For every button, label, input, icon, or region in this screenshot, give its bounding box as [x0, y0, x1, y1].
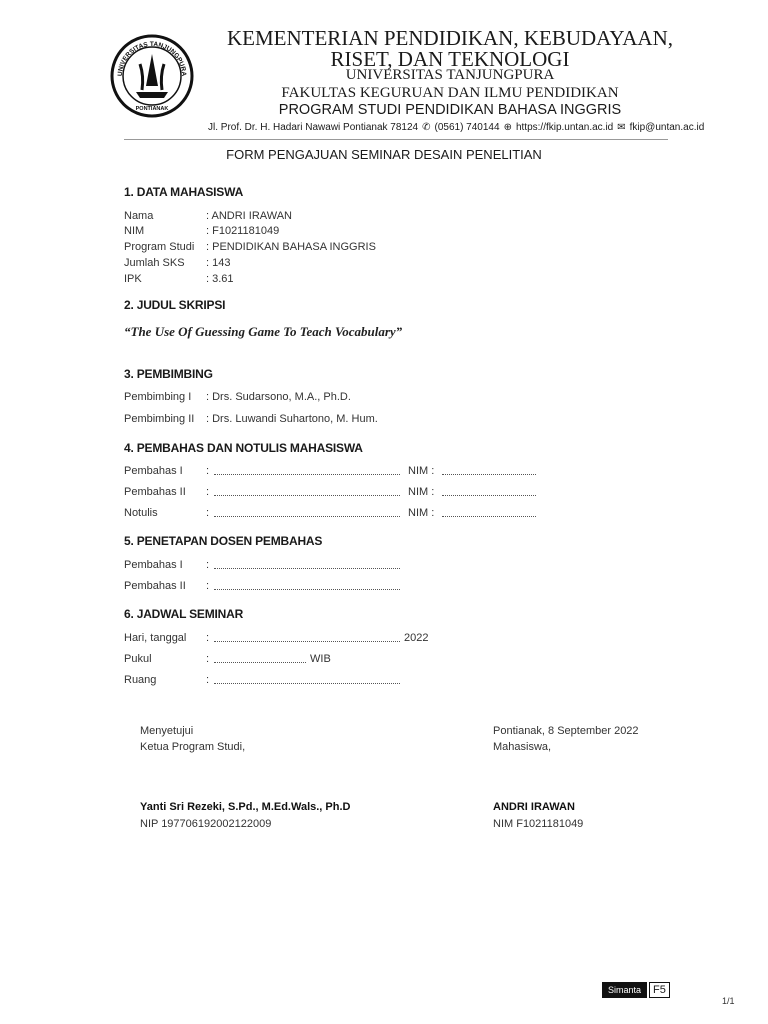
simanta-label: Simanta — [602, 982, 647, 998]
thesis-title: “The Use Of Guessing Game To Teach Vocabulary” — [124, 324, 403, 339]
row-value: : ANDRI IRAWAN — [206, 210, 292, 222]
row-label: IPK — [124, 273, 142, 285]
row-label: NIM — [124, 225, 145, 237]
place-date: Pontianak, 8 September 2022 — [493, 725, 639, 737]
university-logo — [110, 34, 194, 118]
supervisor-row-2 — [124, 413, 378, 425]
simanta-badge — [602, 982, 670, 998]
approver-name: Yanti Sri Rezeki, S.Pd., M.Ed.Wals., Ph.D — [140, 801, 351, 813]
discussant-row-1 — [124, 465, 540, 477]
section-supervisor-heading: 3. PEMBIMBING — [124, 367, 213, 381]
row-value: : Drs. Sudarsono, M.A., Ph.D. — [206, 391, 351, 403]
letterhead-contact — [208, 122, 705, 133]
phone-icon: ✆ — [422, 122, 431, 133]
row-label: Pembimbing II — [124, 413, 195, 425]
section-schedule-heading: 6. JADWAL SEMINAR — [124, 607, 244, 621]
letterhead-program: PROGRAM STUDI PENDIDIKAN BAHASA INGGRIS — [278, 102, 622, 118]
fill-line — [442, 486, 536, 496]
assignment-row-1 — [124, 559, 404, 571]
fill-line — [214, 674, 400, 684]
student-row-nim — [124, 225, 279, 237]
section-thesis-title-heading: 2. JUDUL SKRIPSI — [124, 298, 226, 312]
row-label: Jumlah SKS — [124, 257, 185, 269]
fill-line — [214, 507, 400, 517]
approver-role: Ketua Program Studi, — [140, 741, 246, 753]
row-label: Pembahas II — [124, 580, 186, 592]
row-value: : F1021181049 — [206, 225, 280, 237]
nim-label: NIM : — [408, 465, 435, 477]
row-colon: : — [206, 486, 210, 498]
row-label: Pembahas I — [124, 559, 183, 571]
letterhead-ministry-2: RISET, DAN TEKNOLOGI — [330, 47, 570, 71]
row-suffix: 2022 — [404, 632, 429, 644]
row-label: Hari, tanggal — [124, 632, 187, 644]
row-label: Notulis — [124, 507, 158, 519]
fill-line — [214, 486, 400, 496]
letterhead-divider — [124, 139, 668, 140]
supervisor-row-1 — [124, 391, 351, 403]
row-suffix: WIB — [310, 653, 331, 665]
mail-icon: ✉ — [617, 122, 626, 133]
row-value: : 143 — [206, 257, 231, 269]
row-colon: : — [206, 580, 210, 592]
address-text: Jl. Prof. Dr. H. Hadari Nawawi Pontianak 78124 — [208, 122, 419, 133]
nim-label: NIM : — [408, 507, 435, 519]
page-number: 1/1 — [722, 996, 735, 1006]
email-text: fkip@untan.ac.id — [629, 122, 705, 133]
website-text: https://fkip.untan.ac.id — [515, 122, 614, 133]
assignment-row-2 — [124, 580, 404, 592]
row-colon: : — [206, 507, 210, 519]
student-row-name — [124, 210, 292, 222]
row-label: Pembahas I — [124, 465, 183, 477]
globe-icon: ⊕ — [503, 122, 512, 133]
student-row-sks — [124, 257, 230, 269]
schedule-row-date — [124, 632, 428, 644]
phone-text: (0561) 740144 — [434, 122, 500, 133]
fill-line — [214, 653, 306, 663]
row-colon: : — [206, 465, 210, 477]
section-assignment-heading: 5. PENETAPAN DOSEN PEMBAHAS — [124, 534, 323, 548]
simanta-code: F5 — [649, 982, 670, 998]
section-discussant-heading: 4. PEMBAHAS DAN NOTULIS MAHASISWA — [124, 441, 363, 455]
letterhead-ministry: KEMENTERIAN PENDIDIKAN, KEBUDAYAAN, — [226, 26, 674, 50]
student-signature-name: ANDRI IRAWAN — [493, 801, 575, 813]
row-label: Pembahas II — [124, 486, 186, 498]
fill-line — [442, 507, 536, 517]
row-label: Pukul — [124, 653, 152, 665]
fill-line — [214, 580, 400, 590]
student-signature-nim: NIM F1021181049 — [493, 818, 584, 830]
logo-text-top: UNIVERSITAS TANJUNGPURA — [116, 40, 188, 77]
row-label: Pembimbing I — [124, 391, 192, 403]
approver-nip: NIP 197706192002122009 — [140, 818, 272, 830]
row-colon: : — [206, 674, 210, 686]
fill-line — [214, 559, 400, 569]
schedule-row-room — [124, 674, 404, 686]
fill-line — [214, 632, 400, 642]
row-value: : PENDIDIKAN BAHASA INGGRIS — [206, 241, 376, 253]
logo-text-bottom: PONTIANAK — [135, 106, 169, 112]
approval-label: Menyetujui — [140, 725, 194, 737]
notetaker-row — [124, 507, 540, 519]
student-row-ipk — [124, 273, 234, 285]
row-value: : Drs. Luwandi Suhartono, M. Hum. — [206, 413, 378, 425]
discussant-row-2 — [124, 486, 540, 498]
student-role: Mahasiswa, — [493, 741, 552, 753]
section-student-data-heading: 1. DATA MAHASISWA — [124, 185, 244, 199]
row-value: : 3.61 — [206, 273, 234, 285]
row-label: Program Studi — [124, 241, 195, 253]
student-row-program — [124, 241, 376, 253]
letterhead-university: UNIVERSITAS TANJUNGPURA — [345, 67, 555, 83]
row-colon: : — [206, 559, 210, 571]
row-colon: : — [206, 632, 210, 644]
row-label: Nama — [124, 210, 154, 222]
fill-line — [214, 465, 400, 475]
fill-line — [442, 465, 536, 475]
form-title: FORM PENGAJUAN SEMINAR DESAIN PENELITIAN — [226, 147, 542, 162]
nim-label: NIM : — [408, 486, 435, 498]
schedule-row-time — [124, 653, 331, 665]
row-label: Ruang — [124, 674, 157, 686]
row-colon: : — [206, 653, 210, 665]
letterhead-faculty: FAKULTAS KEGURUAN DAN ILMU PENDIDIKAN — [281, 85, 619, 101]
